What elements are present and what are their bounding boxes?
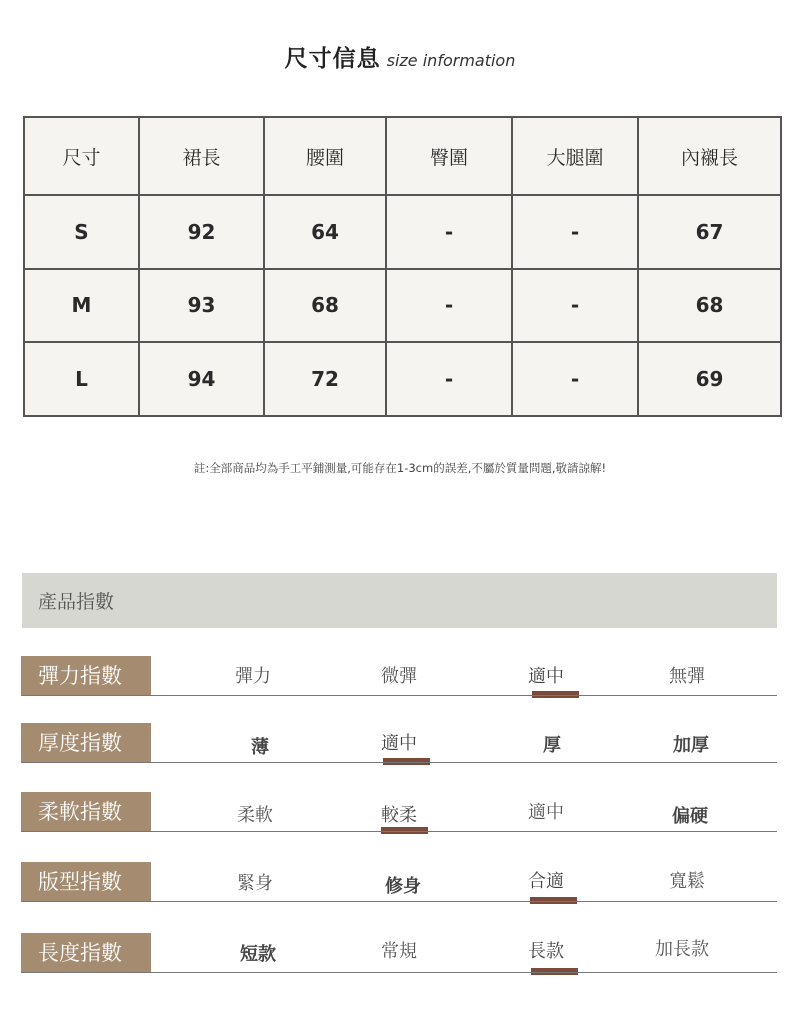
index-option: 偏硬	[672, 806, 708, 827]
banner-title: 產品指數	[38, 591, 115, 613]
index-option-selected: 較柔	[381, 805, 417, 826]
divider-line	[21, 762, 777, 763]
index-option-selected: 適中	[528, 666, 564, 687]
index-option-selected: 長款	[528, 941, 564, 962]
column-header: 大腿圍	[512, 117, 638, 195]
index-option: 厚	[543, 735, 561, 756]
index-option: 彈力	[235, 666, 271, 687]
index-option: 適中	[528, 802, 564, 823]
measurement-note: 註:全部商品均為手工平鋪測量,可能存在1-3cm的誤差,不屬於質量問題,敬請諒解!	[193, 461, 607, 475]
product-index-banner	[22, 573, 777, 628]
table-cell: 92	[139, 195, 264, 269]
index-option: 短款	[240, 944, 276, 965]
divider-line	[21, 901, 777, 902]
index-label: 版型指數	[21, 862, 151, 902]
table-cell: 94	[139, 342, 264, 416]
index-option: 柔軟	[237, 805, 273, 826]
index-option: 加厚	[673, 735, 709, 756]
index-row-softness	[21, 792, 777, 832]
index-option: 薄	[251, 737, 269, 758]
table-cell: -	[386, 195, 512, 269]
index-option: 緊身	[237, 873, 273, 894]
table-cell: -	[386, 342, 512, 416]
divider-line	[21, 972, 777, 973]
index-option: 加長款	[655, 939, 709, 960]
index-row-fit	[21, 862, 777, 902]
table-cell: 93	[139, 269, 264, 343]
table-cell: 67	[638, 195, 781, 269]
index-option: 寬鬆	[669, 871, 705, 892]
table-cell: -	[386, 269, 512, 343]
table-cell: M	[24, 269, 139, 343]
table-cell: 68	[638, 269, 781, 343]
index-option-selected: 合適	[528, 871, 564, 892]
index-row-elasticity	[21, 656, 777, 696]
index-label: 柔軟指數	[21, 792, 151, 832]
size-table	[23, 116, 782, 417]
table-cell: -	[512, 195, 638, 269]
table-header-row	[24, 117, 781, 195]
page-title	[0, 40, 800, 73]
index-option: 修身	[385, 876, 421, 897]
index-row-length	[21, 933, 777, 973]
column-header: 裙長	[139, 117, 264, 195]
index-option: 無彈	[669, 666, 705, 687]
index-label: 彈力指數	[21, 656, 151, 696]
table-row	[24, 269, 781, 343]
column-header: 腰圍	[264, 117, 386, 195]
index-option: 常規	[381, 941, 417, 962]
index-label: 厚度指數	[21, 723, 151, 763]
table-cell: -	[512, 342, 638, 416]
table-cell: 64	[264, 195, 386, 269]
title-en: size information	[386, 51, 516, 70]
index-option-selected: 適中	[381, 733, 417, 754]
column-header: 內襯長	[638, 117, 781, 195]
table-row	[24, 195, 781, 269]
table-cell: 68	[264, 269, 386, 343]
table-cell: S	[24, 195, 139, 269]
table-cell: L	[24, 342, 139, 416]
table-cell: -	[512, 269, 638, 343]
column-header: 臀圍	[386, 117, 512, 195]
column-header: 尺寸	[24, 117, 139, 195]
index-label: 長度指數	[21, 933, 151, 973]
divider-line	[21, 831, 777, 832]
index-option: 微彈	[381, 666, 417, 687]
index-row-thickness	[21, 723, 777, 763]
divider-line	[21, 695, 777, 696]
title-zh: 尺寸信息	[284, 46, 381, 72]
table-cell: 72	[264, 342, 386, 416]
table-cell: 69	[638, 342, 781, 416]
table-row	[24, 342, 781, 416]
